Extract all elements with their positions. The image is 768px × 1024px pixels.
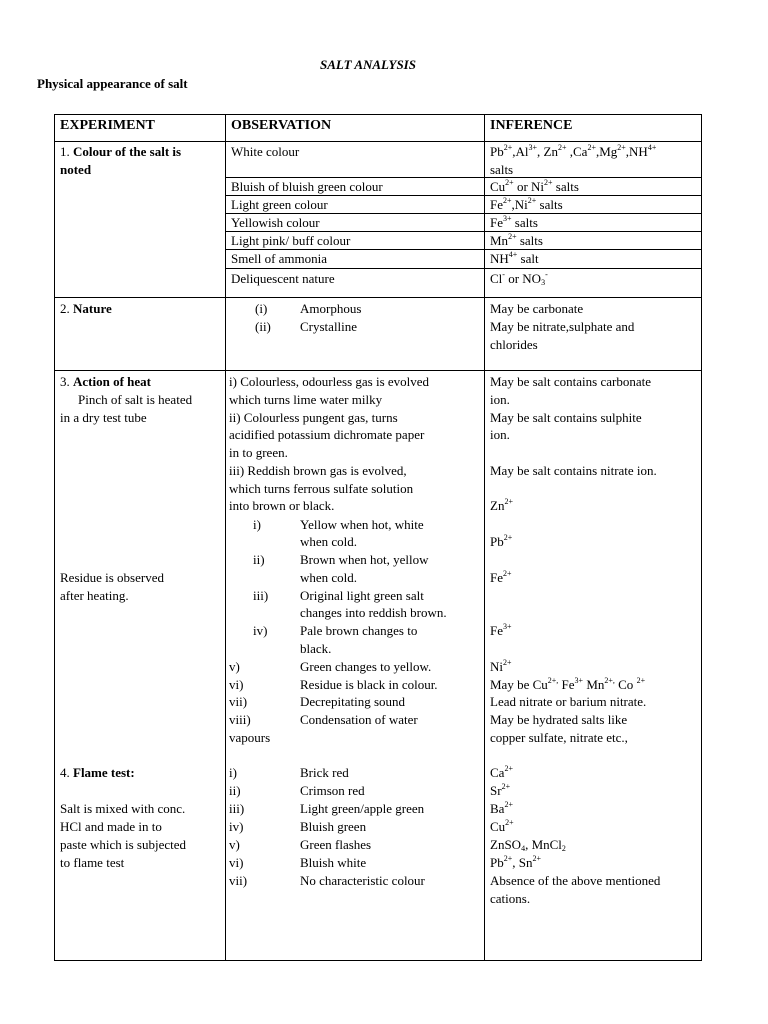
section1-label: 1. Colour of the salt is [60, 144, 182, 159]
section3-residue: Residue is observed [60, 570, 164, 585]
page-title: SALT ANALYSIS [320, 57, 416, 72]
residue-item-text: Pale brown changes to [300, 623, 418, 638]
residue-item-text: when cold. [300, 570, 358, 585]
heat-obs-line: acidified potassium dichromate paper [229, 427, 425, 442]
flame-item-inf: $Ca^{2+}$ [490, 764, 513, 780]
heat-inf-line: May be salt contains nitrate ion. [490, 463, 657, 478]
obs-light-green: Light green colour [231, 197, 328, 212]
heat-inf-ion: $Pb^{2+}$ [490, 533, 513, 549]
inf-pink: $Mn^{2+}$ salts [490, 232, 543, 248]
nature-item-text: Amorphous [300, 301, 362, 316]
flame-item-inf: ZnSO$_4$, MnCl$_2$ [490, 837, 566, 853]
flame-item-text: No characteristic colour [300, 873, 425, 888]
flame-item-text: Bluish green [300, 819, 367, 834]
heat-inf-ion: Lead nitrate or barium nitrate. [490, 694, 647, 709]
heat-inf-line: May be salt contains carbonate [490, 374, 651, 389]
heat-obs-line: into brown or black. [229, 498, 335, 513]
flame-item-text: Crimson red [300, 783, 365, 798]
residue-item-text: Residue is black in colour. [300, 677, 438, 692]
nature-item-num: (i) [255, 301, 268, 316]
obs-pink: Light pink/ buff colour [231, 233, 351, 248]
flame-item-text: Light green/apple green [300, 801, 425, 816]
residue-item-num: ii) [253, 552, 265, 567]
heat-obs-line: which turns lime water milky [229, 392, 383, 407]
header-inference: INFERENCE [490, 118, 573, 133]
obs-ammonia: Smell of ammonia [231, 251, 328, 266]
residue-item-text: Green changes to yellow. [300, 659, 432, 674]
inf-yellowish: $Fe^{3+}$ salts [490, 214, 538, 230]
section4-desc: to flame test [60, 855, 125, 870]
heat-inf-ion: $Zn^{2+}$ [490, 497, 513, 513]
page-subtitle: Physical appearance of salt [37, 76, 188, 91]
section3-residue: after heating. [60, 588, 129, 603]
obs-white: White colour [231, 144, 300, 159]
obs-yellowish: Yellowish colour [231, 215, 320, 230]
residue-item-text: Brown when hot, yellow [300, 552, 429, 567]
flame-item-inf-cont: cations. [490, 891, 531, 906]
residue-item-num: iv) [253, 623, 268, 638]
section3-desc: Pinch of salt is heated [78, 392, 193, 407]
heat-inf-ion: copper sulfate, nitrate etc., [490, 730, 628, 745]
flame-item-inf: $Ba^{2+}$ [490, 800, 513, 816]
heat-inf-ion: May be hydrated salts like [490, 712, 628, 727]
residue-item-text: Condensation of water [300, 712, 418, 727]
flame-item-num: i) [229, 765, 237, 780]
residue-item-text: Original light green salt [300, 588, 424, 603]
flame-item-inf: $Cu^{2+}$ [490, 818, 514, 834]
heat-inf-ion: $Ni^{2+}$ [490, 658, 512, 674]
flame-item-text: Green flashes [300, 837, 372, 852]
residue-item-num: vi) [229, 677, 244, 692]
residue-item-text: black. [300, 641, 332, 656]
header-experiment: EXPERIMENT [60, 118, 155, 133]
residue-item-text: Decrepitating sound [300, 694, 406, 709]
inf-ammonia: $NH^{4+}$ salt [490, 250, 539, 266]
obs-deliquescent: Deliquescent nature [231, 271, 335, 286]
inf-white-cont: salts [490, 162, 514, 177]
flame-item-text: Brick red [300, 765, 349, 780]
flame-item-num: v) [229, 837, 240, 852]
nature-item-num: (ii) [255, 319, 271, 334]
flame-item-num: iii) [229, 801, 245, 816]
section2-label: 2. Nature [60, 301, 112, 316]
inf-white: $Pb^{2+},Al^{3+}$, $Zn^{2+}$ $,Ca^{2+},Mg^{2+},NH^{4+}$ [490, 143, 657, 159]
nature-inference: May be carbonate [490, 301, 584, 316]
nature-inference: chlorides [490, 337, 538, 352]
heat-inf-line: May be salt contains sulphite [490, 410, 642, 425]
section4-label: 4. Flame test: [60, 765, 135, 780]
residue-item-num: viii) [229, 712, 251, 727]
obs-bluish: Bluish of bluish green colour [231, 179, 383, 194]
nature-inference: May be nitrate,sulphate and [490, 319, 635, 334]
section4-desc: HCl and made in to [60, 819, 162, 834]
heat-obs-line: i) Colourless, odourless gas is evolved [229, 374, 430, 389]
flame-item-num: vii) [229, 873, 248, 888]
residue-item-num: i) [253, 517, 261, 532]
residue-item-text: changes into reddish brown. [300, 605, 447, 620]
flame-item-num: iv) [229, 819, 244, 834]
heat-obs-line: which turns ferrous sulfate solution [229, 481, 414, 496]
inf-deliquescent: Cl- or $NO_3^-$ [490, 270, 548, 287]
heat-inf-ion: $Fe^{2+}$ [490, 569, 512, 585]
residue-item-num: v) [229, 659, 240, 674]
section4-desc: paste which is subjected [60, 837, 186, 852]
residue-item-text: Yellow when hot, white [300, 517, 424, 532]
heat-obs-line: ii) Colourless pungent gas, turns [229, 410, 398, 425]
residue-item-text: when cold. [300, 534, 358, 549]
heat-inf-line: ion. [490, 427, 510, 442]
section4-desc: Salt is mixed with conc. [60, 801, 186, 816]
header-observation: OBSERVATION [231, 118, 332, 133]
heat-inf-line: ion. [490, 392, 510, 407]
flame-item-text: Bluish white [300, 855, 367, 870]
heat-obs-line: in to green. [229, 445, 288, 460]
flame-item-inf: Absence of the above mentioned [490, 873, 661, 888]
heat-inf-ion: $Fe^{3+}$ [490, 622, 512, 638]
residue-item-num: vii) [229, 694, 248, 709]
section1-label-cont: noted [60, 162, 92, 177]
inf-bluish: $Cu^{2+}$ or $Ni^{2+}$ salts [490, 178, 579, 194]
heat-obs-line: iii) Reddish brown gas is evolved, [229, 463, 407, 478]
flame-item-inf: $Pb^{2+}$, $Sn^{2+}$ [490, 854, 541, 870]
flame-item-num: vi) [229, 855, 244, 870]
residue-item-num: iii) [253, 588, 269, 603]
section3-label: 3. Action of heat [60, 374, 151, 389]
heat-inf-ion: May be $Cu^{2+,}$ $Fe^{3+}$ $Mn^{2+,}$ Co $^{2+}$ [490, 676, 646, 692]
nature-item-text: Crystalline [300, 319, 358, 334]
section3-desc: in a dry test tube [60, 410, 147, 425]
flame-item-num: ii) [229, 783, 241, 798]
flame-item-inf: $Sr^{2+}$ [490, 782, 511, 798]
residue-item-text: vapours [229, 730, 271, 745]
inf-light-green: $Fe^{2+},Ni^{2+}$ salts [490, 196, 563, 212]
